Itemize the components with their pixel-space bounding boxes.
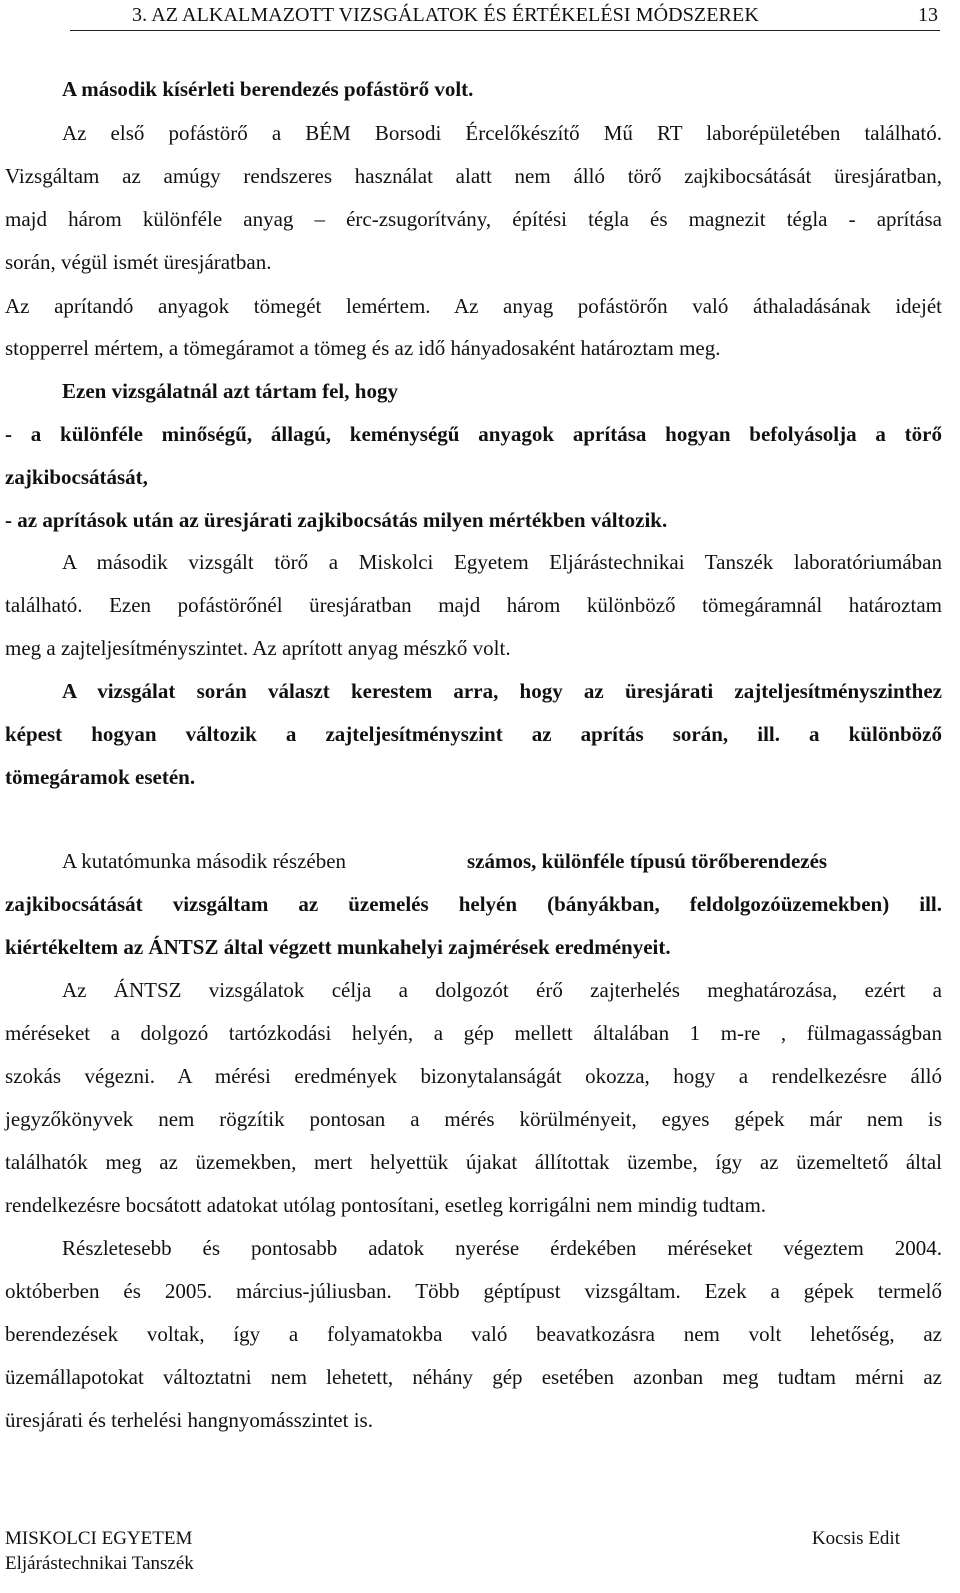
text-line: során, végül ismét üresjáratban. [5,250,272,274]
text-line: szokás végezni. A mérési eredmények bizonytalanságát okozza, hogy a rendelkezésre álló [5,1064,942,1088]
text-line: Az ÁNTSZ vizsgálatok célja a dolgozót érő zajterhelés meghatározása, ezért a [62,978,942,1002]
footer-author: Kocsis Edit [811,1528,900,1549]
text-line: található. Ezen pofástörőnél üresjáratban majd három különböző tömegáramnál határoztam [5,593,942,617]
text-line: stopperrel mértem, a tömegáramot a tömeg és az idő hányadosaként határoztam meg. [5,336,721,360]
text-line: berendezések voltak, így a folyamatokba való beavatkozásra nem volt lehetőség, az [5,1322,942,1346]
text-line: zajkibocsátását vizsgáltam az üzemelés helyén (bányákban, feldolgozóüzemekben) ill. [5,892,942,916]
text-line: Ezen vizsgálatnál azt tártam fel, hogy [62,379,398,403]
text-line: találhatók meg az üzemekben, mert helyettük újakat állítottak üzembe, így az üzemeltető által [5,1150,942,1174]
text-line: A kutatómunka második részében [62,849,347,873]
text-line: tömegáramok esetén. [5,765,196,789]
text-line: képest hogyan változik a zajteljesítményszint az aprítás során, ill. a különböző [5,722,942,746]
text-line-bold-part: számos, különféle típusú törőberendezés [467,849,828,873]
text-line: A második vizsgált törő a Miskolci Egyetem Eljárástechnikai Tanszék laboratóriumában [62,550,942,574]
text-line: üresjárati és terhelési hangnyomásszintet is. [5,1408,373,1432]
page-number: 13 [918,4,938,26]
text-line: zajkibocsátását, [5,465,148,489]
running-header [70,4,940,31]
text-line: majd három különféle anyag – érc-zsugorítvány, építési tégla és magnezit tégla - aprítása [5,207,942,231]
text-line: kiértékeltem az ÁNTSZ által végzett munkahelyi zajmérések eredményeit. [5,935,671,959]
text-line: Az aprítandó anyagok tömegét lemértem. Az anyag pofástörőn való áthaladásának idejét [5,294,942,318]
text-line: rendelkezésre bocsátott adatokat utólag pontosítani, esetleg korrigálni nem mindig tudtam. [5,1193,767,1217]
text-line: Az első pofástörő a BÉM Borsodi Ércelőkészítő Mű RT laborépületében található. [62,121,942,145]
chapter-title: 3. AZ ALKALMAZOTT VIZSGÁLATOK ÉS ÉRTÉKELÉSI MÓDSZEREK [132,4,759,26]
text-line: októberben és 2005. március-júliusban. Több géptípust vizsgáltam. Ezek a gépek termelő [5,1279,942,1303]
text-line: méréseket a dolgozó tartózkodási helyén, a gép mellett általában 1 m-re , fülmagasságban [5,1021,942,1045]
footer-department: Eljárástechnikai Tanszék [5,1553,194,1574]
text-line: jegyzőkönyvek nem rögzítik pontosan a mérés körülményeit, egyes gépek már nem is [5,1107,942,1131]
text-line: - az aprítások után az üresjárati zajkibocsátás milyen mértékben változik. [5,508,668,532]
text-line: Vizsgáltam az amúgy rendszeres használat alatt nem álló törő zajkibocsátását üresjáratban, [5,164,942,188]
text-line: meg a zajteljesítményszintet. Az aprított anyag mészkő volt. [5,636,511,660]
text-line: A vizsgálat során választ kerestem arra, hogy az üresjárati zajteljesítményszinthez [62,679,942,703]
text-line: Részletesebb és pontosabb adatok nyerése érdekében méréseket végeztem 2004. [62,1236,942,1260]
footer-university: MISKOLCI EGYETEM [5,1528,193,1549]
text-line: üzemállapotokat változtatni nem lehetett, néhány gép esetében azonban meg tudtam mérni az [5,1365,942,1389]
text-line: - a különféle minőségű, állagú, keménységű anyagok aprítása hogyan befolyásolja a törő [5,422,942,446]
text-line: A második kísérleti berendezés pofástörő volt. [62,77,474,101]
